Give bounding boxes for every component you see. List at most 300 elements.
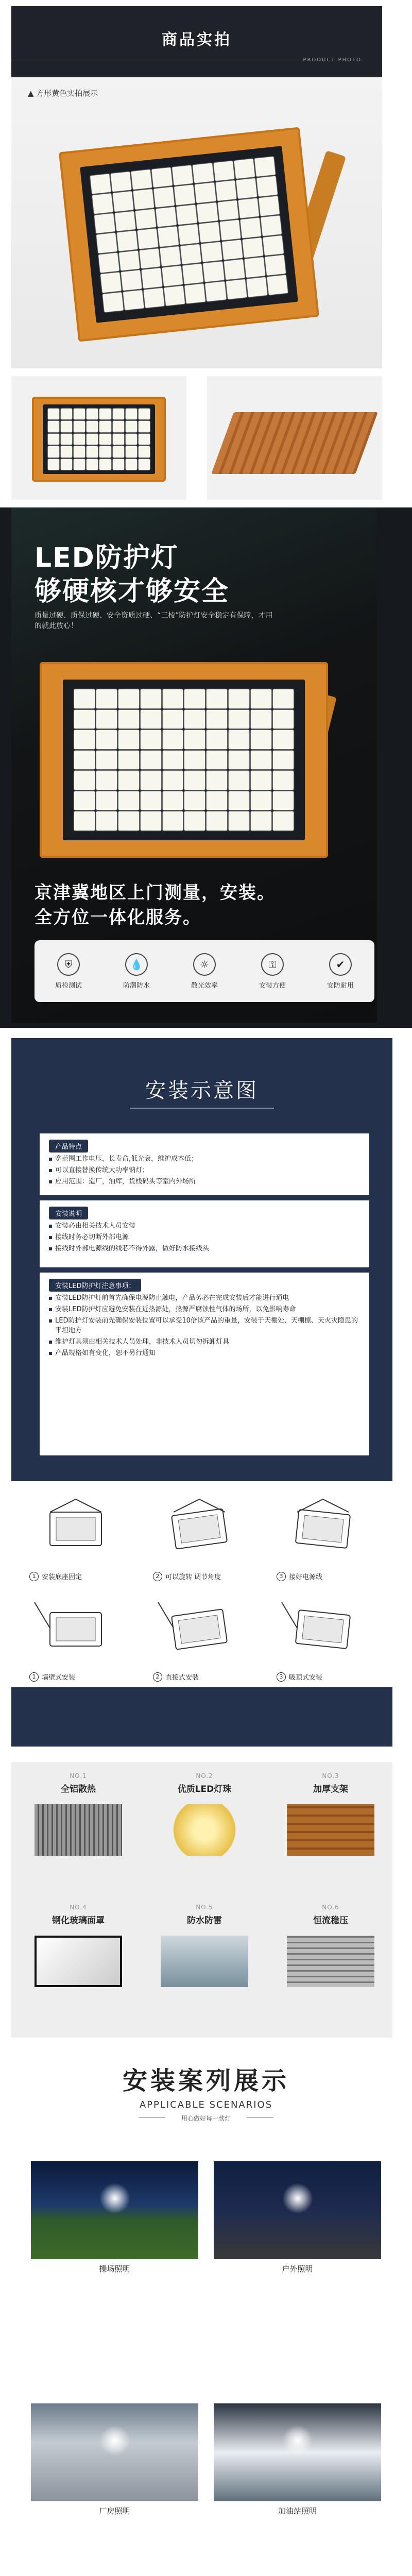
led-chip: [113, 459, 124, 470]
led-chip: [141, 751, 161, 770]
led-chip: [74, 409, 85, 419]
led-chip: [74, 751, 95, 770]
led-chip: [224, 260, 245, 280]
led-chip: [96, 730, 117, 749]
led-chip: [207, 811, 227, 831]
step-label: 接好电源线: [289, 1573, 323, 1581]
led-chip: [118, 710, 139, 729]
install-step-illustration: [153, 1492, 246, 1564]
step-label: 吸顶式安装: [289, 1674, 323, 1682]
feature-card: [269, 1904, 392, 2027]
led-chip: [113, 446, 124, 457]
led-chip: [99, 409, 111, 419]
scenarios-subtitle: 用心做好每一款灯: [181, 2115, 231, 2122]
install-step-caption: [153, 1571, 221, 1581]
led-chip: [184, 730, 205, 749]
led-chip: [199, 222, 220, 242]
led-chip: [173, 165, 194, 185]
led-chip: [273, 811, 294, 831]
step-label: 直接式安装: [165, 1674, 199, 1682]
led-chip: [118, 811, 139, 831]
led-chip: [99, 459, 111, 470]
led-chip: [141, 811, 161, 831]
product-features-box: [40, 1133, 369, 1195]
feature-image: [287, 1804, 374, 1856]
led-chip: [251, 791, 271, 810]
led-chip: [207, 689, 227, 708]
led-chip: [229, 689, 249, 708]
led-chip: [163, 791, 183, 810]
led-chip: [113, 421, 124, 432]
step-number: 2: [153, 1572, 162, 1581]
hero-slogan-line1: 京津冀地区上门测量，安装。: [35, 883, 276, 903]
led-chip: [229, 710, 249, 729]
list-item: LED防护灯安装前先确保安装位置可以承受10倍该产品的重量，安装于天棚处、天棚檩、天火灾隐患的平坦地方: [49, 1316, 358, 1335]
section-title-en: PRODUCT PHOTO: [303, 57, 362, 63]
led-chip: [195, 183, 216, 203]
led-chip: [201, 242, 222, 262]
led-chip: [48, 409, 59, 419]
led-chip: [267, 275, 288, 295]
hero-title-line2: 够硬核才够安全: [35, 576, 230, 607]
hero-section: [0, 507, 412, 1028]
led-chip: [217, 200, 238, 221]
led-chip: [263, 235, 284, 256]
led-chip: [96, 689, 117, 708]
led-chip: [160, 246, 181, 266]
led-chip: [163, 751, 183, 770]
led-chip: [179, 224, 200, 244]
feature-label: 安装方便: [259, 981, 286, 990]
scenario-caption: 户外照明: [282, 2264, 313, 2274]
led-chip: [141, 689, 161, 708]
box-label: 安装LED防护灯注意事项：: [49, 1279, 141, 1292]
led-chip: [135, 209, 157, 229]
hero-background: [11, 507, 377, 1023]
led-chip: [273, 710, 294, 729]
install-step-caption: [29, 1672, 75, 1682]
led-chip: [152, 167, 173, 188]
led-chip: [74, 791, 95, 810]
feature-number: NO.1: [70, 1772, 87, 1780]
led-chip: [177, 205, 198, 225]
led-chip: [96, 710, 117, 729]
led-chip: [238, 198, 259, 218]
install-step-caption: [277, 1672, 322, 1682]
led-chip: [207, 771, 227, 790]
led-chip: [236, 178, 257, 198]
lightbulb-icon: ☼: [193, 953, 216, 976]
install-step-caption: [153, 1672, 199, 1682]
led-chip: [118, 791, 139, 810]
step-number: 2: [153, 1672, 162, 1682]
install-step: [22, 1592, 130, 1690]
subtitle-line-right: [247, 2117, 273, 2118]
installation-steps: [11, 1481, 392, 1687]
list-item: 安装LED防护灯应避免安装在近热源处，热源严腐蚀性气体的场所，以免影响寿命: [49, 1304, 358, 1314]
scenario-caption: 厂房照明: [99, 2506, 130, 2516]
led-chip: [221, 240, 243, 260]
scenario-photo: [31, 2403, 198, 2501]
water-drop-icon: 💧: [125, 953, 148, 976]
list-item: 安装LED防护灯前首先确保电源防止触电，产品务必在完成安装后才能进行通电: [49, 1293, 358, 1303]
feature-image: [35, 1936, 122, 1987]
led-chip: [61, 434, 72, 445]
led-chip: [99, 252, 120, 273]
precautions-list: [49, 1293, 358, 1360]
feature-label: 防潮防水: [123, 981, 150, 990]
led-chip: [162, 266, 183, 286]
install-step-illustration: [29, 1592, 122, 1664]
led-chip: [244, 257, 265, 277]
led-chip: [126, 409, 137, 419]
led-chip: [242, 238, 263, 258]
photo-caption: ▲ 方形黄色实拍展示: [28, 89, 98, 98]
feature-label: 散光效率: [191, 981, 218, 990]
led-chip: [74, 459, 85, 470]
install-step-caption: [277, 1571, 322, 1581]
installation-panel: [11, 1038, 392, 1747]
led-chip: [74, 689, 95, 708]
led-chip: [97, 233, 118, 253]
led-chip: [144, 288, 165, 308]
led-chip: [226, 279, 247, 299]
led-chip: [118, 771, 139, 790]
led-chip: [113, 434, 124, 445]
scenarios-title-en: APPLICABLE SCENARIOS: [139, 2099, 273, 2110]
led-chip: [141, 730, 161, 749]
led-chip: [126, 421, 137, 432]
led-chip: [96, 771, 117, 790]
led-chip: [207, 751, 227, 770]
led-chip: [74, 730, 95, 749]
led-chip: [215, 181, 236, 201]
feature-name: 全铝散热: [61, 1784, 96, 1794]
led-chip: [229, 730, 249, 749]
led-chip: [184, 811, 205, 831]
section-title: 商品实拍: [162, 31, 232, 49]
install-step: [269, 1592, 377, 1690]
feature-card: [269, 1772, 392, 1896]
led-chip: [115, 211, 136, 231]
led-chip: [96, 811, 117, 831]
feature-item: [259, 953, 286, 990]
product-photo-section: [0, 0, 412, 495]
led-chip: [219, 220, 241, 240]
hero-slogan-line2: 全方位一体化服务。: [35, 907, 201, 928]
led-chip: [184, 791, 205, 810]
feature-name: 加厚支架: [313, 1784, 348, 1794]
led-chip: [48, 446, 59, 457]
features-section: [0, 1762, 412, 2040]
feature-card: [143, 1772, 266, 1896]
led-chip: [163, 689, 183, 708]
led-chip: [111, 172, 132, 192]
list-item: 产品规格如有变化，恕不另行通知: [49, 1348, 358, 1358]
feature-name: 防水防雷: [187, 1916, 222, 1926]
step-number: 3: [277, 1572, 286, 1581]
feature-name: 优质LED灯珠: [177, 1784, 232, 1794]
led-chip: [118, 751, 139, 770]
led-chip: [229, 771, 249, 790]
led-chip: [48, 421, 59, 432]
step-label: 墙壁式安装: [42, 1674, 76, 1682]
led-chip: [121, 270, 142, 291]
led-chip: [273, 689, 294, 708]
main-product-photo: [11, 77, 382, 368]
led-chip: [183, 264, 204, 284]
led-chip: [184, 710, 205, 729]
hero-lamp-image: [40, 662, 328, 858]
led-chip: [61, 409, 72, 419]
scenario-card: [31, 2403, 198, 2516]
led-chip: [163, 811, 183, 831]
features-grid: [11, 1762, 392, 2038]
list-item: 安装必由相关技术人员安装: [49, 1221, 358, 1231]
lamp-body-image: [59, 127, 319, 342]
install-step-illustration: [29, 1492, 122, 1564]
led-chip: [251, 751, 271, 770]
feature-name: 恒流稳压: [313, 1916, 348, 1926]
led-chip: [74, 421, 85, 432]
led-chip: [205, 281, 227, 301]
feature-icon-bar: [35, 940, 374, 1002]
led-chip: [181, 244, 202, 264]
led-chip: [61, 446, 72, 457]
led-chip: [99, 421, 111, 432]
title-underline: [130, 1108, 274, 1109]
scenario-caption: 操场照明: [99, 2264, 130, 2274]
lamp-front-photo: [11, 376, 186, 500]
led-chip: [256, 176, 278, 196]
led-chip: [273, 791, 294, 810]
led-chip: [87, 459, 98, 470]
led-chip: [118, 689, 139, 708]
led-chip: [74, 710, 95, 729]
led-chip: [261, 216, 282, 236]
feature-label: 质检测试: [55, 981, 82, 990]
led-chip: [90, 174, 111, 194]
step-number: 1: [29, 1572, 39, 1581]
led-chip: [74, 771, 95, 790]
list-item: 可以直接替换传统大功率钠灯；: [49, 1165, 358, 1175]
feature-item: [191, 953, 218, 990]
led-chip: [184, 771, 205, 790]
led-chip: [203, 262, 225, 282]
led-chip: [197, 202, 218, 223]
led-chip: [184, 689, 205, 708]
feature-number: NO.5: [196, 1904, 213, 1911]
notes-list: [49, 1221, 358, 1255]
list-item: 接线时务必切断外部电源: [49, 1232, 358, 1242]
feature-number: NO.6: [322, 1904, 339, 1911]
led-chip: [139, 434, 150, 445]
led-chip: [142, 268, 163, 288]
led-chip: [61, 459, 72, 470]
list-item: 宽范围工作电压，长寿命,低光衰，维护成本低；: [49, 1154, 358, 1164]
feature-label: 安防耐用: [327, 981, 354, 990]
scenario-card: [214, 2403, 381, 2516]
led-chip: [141, 771, 161, 790]
led-chip: [138, 229, 159, 249]
led-chip: [48, 434, 59, 445]
led-chip: [139, 409, 150, 419]
led-chip: [273, 751, 294, 770]
feature-card: [16, 1772, 140, 1896]
led-chip: [123, 290, 144, 310]
section-title-bar: [11, 6, 382, 77]
led-chip: [251, 689, 271, 708]
scenario-photo: [214, 2403, 381, 2501]
led-chip: [273, 771, 294, 790]
led-chip: [207, 730, 227, 749]
led-chip: [139, 446, 150, 457]
step-label: 安装底座固定: [42, 1573, 82, 1581]
led-chip: [126, 434, 137, 445]
led-chip: [163, 730, 183, 749]
shield-icon: ⛨: [57, 953, 80, 976]
led-chip: [48, 459, 59, 470]
led-chip: [163, 771, 183, 790]
lamp-back-image: [211, 412, 378, 474]
list-item: 接线时外部电源线的线芯不得外露，做好防水接线头: [49, 1244, 358, 1253]
led-chip: [141, 710, 161, 729]
install-step-illustration: [277, 1592, 369, 1664]
feature-card: [143, 1904, 266, 2027]
scenario-caption: 加油站照明: [278, 2506, 317, 2516]
led-chip: [240, 218, 261, 238]
install-step: [145, 1592, 253, 1690]
precautions-box: [40, 1273, 369, 1455]
led-chip: [193, 163, 214, 183]
led-chip: [156, 207, 177, 227]
led-chip: [61, 421, 72, 432]
feature-number: NO.4: [70, 1904, 87, 1911]
led-chip: [229, 811, 249, 831]
led-chip: [229, 751, 249, 770]
led-chip: [94, 213, 115, 233]
led-chip: [265, 255, 286, 275]
led-chip: [251, 730, 271, 749]
install-step: [269, 1492, 377, 1589]
led-chip: [74, 434, 85, 445]
installation-notes-box: [40, 1200, 369, 1267]
scenario-card: [31, 2161, 198, 2274]
led-chip: [213, 161, 234, 181]
led-chip: [141, 791, 161, 810]
led-chip: [259, 196, 280, 216]
box-label: 安装说明: [49, 1207, 88, 1219]
list-item: 维护灯具须由相关技术人员处理，非技术人员切勿拆卸灯具: [49, 1337, 358, 1347]
led-chip: [99, 446, 111, 457]
scenarios-title: 安装案列展示: [122, 2066, 289, 2095]
feature-image: [161, 1804, 248, 1856]
install-step: [145, 1492, 253, 1589]
install-step-illustration: [277, 1492, 369, 1564]
hero-title-line1: LED防护灯: [35, 543, 179, 573]
led-chip: [103, 292, 124, 312]
led-chip: [185, 283, 206, 303]
led-chip: [118, 730, 139, 749]
led-chip: [74, 446, 85, 457]
led-chip: [273, 730, 294, 749]
list-item: 应用范围：造厂，油库，货栈码头等室内外场所: [49, 1177, 358, 1187]
lamp-front-image: [32, 397, 166, 482]
led-chip: [163, 710, 183, 729]
led-chip: [158, 227, 179, 247]
step-number: 1: [29, 1672, 39, 1682]
led-chip: [229, 791, 249, 810]
feature-image: [161, 1936, 248, 1987]
install-step-illustration: [153, 1592, 246, 1664]
lamp-back-photo: [207, 376, 382, 500]
led-chip: [154, 187, 175, 207]
feature-image: [287, 1936, 374, 1987]
led-chip: [139, 459, 150, 470]
feature-image: [35, 1804, 122, 1856]
led-chip: [92, 194, 113, 214]
scenario-card: [214, 2161, 381, 2274]
step-label: 可以旋转 调节角度: [165, 1573, 221, 1581]
led-chip: [207, 710, 227, 729]
led-chip: [175, 185, 196, 205]
led-chip: [96, 791, 117, 810]
led-chip: [251, 771, 271, 790]
install-step-caption: [29, 1571, 82, 1581]
feature-number: NO.2: [196, 1772, 213, 1780]
feature-item: [123, 953, 150, 990]
led-chip: [126, 459, 137, 470]
lock-icon: ⚿: [261, 953, 284, 976]
led-chip: [254, 157, 276, 177]
led-chip: [87, 421, 98, 432]
feature-item: [327, 953, 354, 990]
led-chip: [246, 277, 267, 297]
led-chip: [87, 446, 98, 457]
led-chip: [96, 751, 117, 770]
led-chip: [101, 273, 122, 293]
led-chip: [119, 250, 140, 270]
led-chip: [113, 191, 134, 211]
led-chip: [113, 409, 124, 419]
feature-item: [55, 953, 82, 990]
led-chip: [87, 434, 98, 445]
box-label: 产品特点: [49, 1140, 88, 1153]
led-chip: [87, 409, 98, 419]
led-chip: [131, 170, 152, 190]
led-chip: [133, 189, 154, 209]
led-chip: [139, 421, 150, 432]
led-chip: [251, 710, 271, 729]
features-list: [49, 1154, 358, 1188]
step-number: 3: [277, 1672, 286, 1682]
scenarios-section: [0, 2053, 412, 2576]
led-chip: [251, 811, 271, 831]
led-chip: [117, 231, 138, 251]
feature-number: NO.3: [322, 1772, 339, 1780]
led-chip: [140, 248, 161, 268]
installation-section: [0, 1038, 412, 1749]
scenario-photo: [214, 2161, 381, 2259]
led-chip: [234, 159, 255, 179]
scenario-photo: [31, 2161, 198, 2259]
feature-card: [16, 1904, 140, 2027]
install-step: [22, 1492, 130, 1589]
feature-name: 钢化玻璃面罩: [52, 1916, 105, 1926]
led-chip: [126, 446, 137, 457]
check-shield-icon: ✔: [329, 953, 352, 976]
led-chip: [164, 285, 185, 306]
